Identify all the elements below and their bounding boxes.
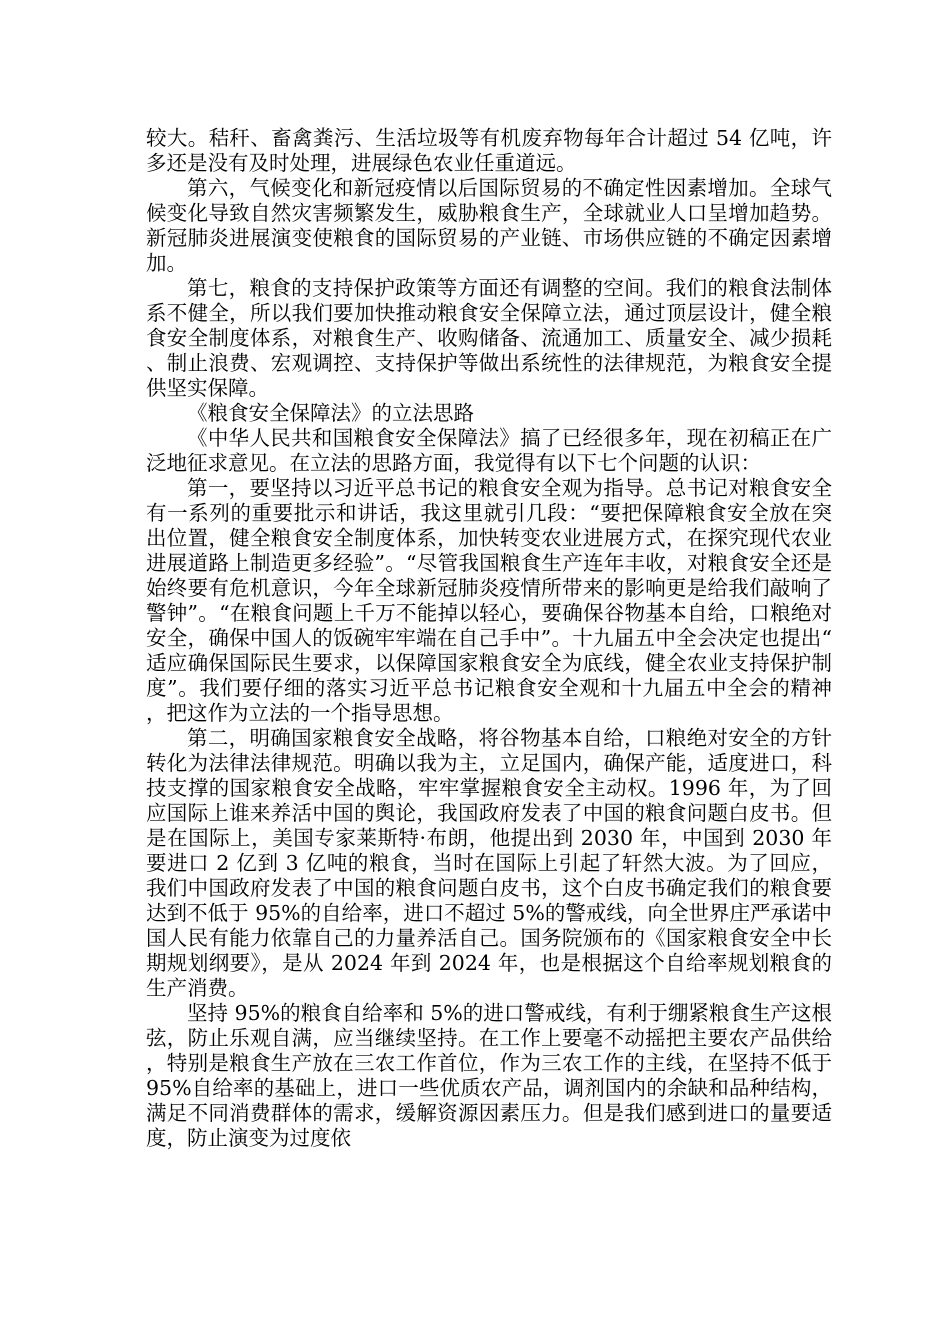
paragraph-legislation-intro: 《中华人民共和国粮食安全保障法》搞了已经很多年，现在初稿正在广泛地征求意见。在立法的思路方面，我觉得有以下七个问题的认识： [146, 426, 832, 475]
document-page [146, 126, 832, 1151]
paragraph-first-point: 第一，要坚持以习近平总书记的粮食安全观为指导。总书记对粮食安全有一系列的重要批示和讲话，我这里就引几段：“要把保障粮食安全放在突出位置，健全粮食安全制度体系，加快转变农业进展方式，在探究现代农业进展道路上制造更多经验”。“尽管我国粮食生产连年丰收，对粮食安全还是始终要有危机意识，今年全球新冠肺炎疫情所带来的影响更是给我们敲响了警钟”。“在粮食问题上千万不能掉以轻心，要确保谷物基本自给，口粮绝对安全，确保中国人的饭碗牢牢端在自己手中”。十九届五中全会决定也提出“适应确保国际民生要求，以保障国家粮食安全为底线，健全农业支持保护制度”。我们要仔细的落实习近平总书记粮食安全观和十九届五中全会的精神，把这作为立法的一个指导思想。 [146, 476, 832, 725]
paragraph-seventh-point: 第七，粮食的支持保护政策等方面还有调整的空间。我们的粮食法制体系不健全，所以我们要加快推动粮食安全保障立法，通过顶层设计，健全粮食安全制度体系，对粮食生产、收购储备、流通加工、质量安全、减少损耗、制止浪费、宏观调控、支持保护等做出系统性的法律规范，为粮食安全提供坚实保障。 [146, 276, 832, 400]
paragraph-sixth-point: 第六，气候变化和新冠疫情以后国际贸易的不确定性因素增加。全球气候变化导致自然灾害频繁发生，威胁粮食生产，全球就业人口呈增加趋势。新冠肺炎进展演变使粮食的国际贸易的产业链、市场供应链的不确定因素增加。 [146, 176, 832, 275]
paragraph-intro-continuation: 较大。秸秆、畜禽粪污、生活垃圾等有机废弃物每年合计超过 54 亿吨，许多还是没有及时处理，进展绿色农业任重道远。 [146, 126, 832, 175]
paragraph-second-point: 第二，明确国家粮食安全战略，将谷物基本自给，口粮绝对安全的方针转化为法律法律规范。明确以我为主，立足国内，确保产能，适度进口，科技支撑的国家粮食安全战略，牢牢掌握粮食安全主动权。1996 年，为了回应国际上谁来养活中国的舆论，我国政府发表了中国的粮食问题白皮书。但是在国际上，美国专家莱斯特·布朗，他提出到 2030 年，中国到 2030 年要进口 2 亿到 3 亿吨的粮食，当时在国际上引起了轩然大波。为了回应，我们中国政府发表了中国的粮食问题白皮书，这个白皮书确定我们的粮食要达到不低于 95%的自给率，进口不超过 5%的警戒线，向全世界庄严承诺中国人民有能力依靠自己的力量养活自己。国务院颁布的《国家粮食安全中长期规划纲要》，是从 2024 年到 2024 年，也是根据这个自给率规划粮食的生产消费。 [146, 726, 832, 1000]
paragraph-self-sufficiency: 坚持 95%的粮食自给率和 5%的进口警戒线，有利于绷紧粮食生产这根弦，防止乐观自满，应当继续坚持。在工作上要毫不动摇把主要农产品供给，特别是粮食生产放在三农工作首位，作为三农工作的主线，在坚持不低于 95%自给率的基础上，进口一些优质农产品，调剂国内的余缺和品种结构，满足不同消费群体的需求，缓解资源因素压力。但是我们感到进口的量要适度，防止演变为过度依 [146, 1001, 832, 1150]
section-heading: 《粮食安全保障法》的立法思路 [187, 401, 474, 425]
